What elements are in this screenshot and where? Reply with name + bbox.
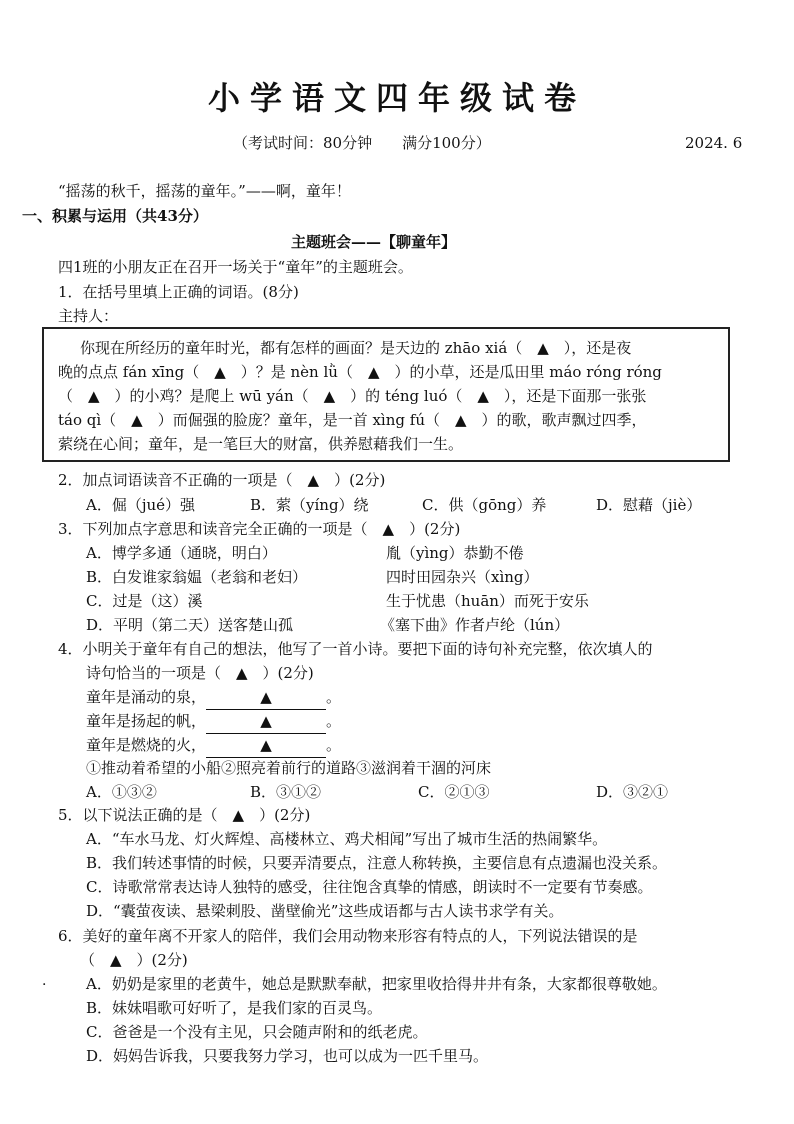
q5-option-c: C．诗歌常常表达诗人独特的感受，往往饱含真挚的情感，朗读时不一定要有节奏感。 xyxy=(86,878,653,896)
q4-stem-cont: 诗句恰当的一项是（ ▲ ）(2分) xyxy=(86,664,314,682)
q3-option-b-right: 四时田园杂兴（xìng） xyxy=(386,568,539,586)
q2-option-b: B．萦（yíng）绕 xyxy=(250,496,369,514)
period: 。 xyxy=(326,688,342,706)
passage-line: táo qì（ ▲ ）而倔强的脸庞？童年，是一首 xìng fú（ ▲ ）的歌，歌声飘过四季， xyxy=(58,411,647,429)
q3-option-c-right: 生于忧患（huān）而死于安乐 xyxy=(386,592,589,610)
q1-stem: 1．在括号里填上正确的词语。(8分) xyxy=(58,283,299,301)
q4-option-b: B．③①② xyxy=(250,783,322,801)
q5-option-d: D．“囊萤夜读、悬梁刺股、凿壁偷光”这些成语都与古人读书求学有关。 xyxy=(86,902,564,920)
q3-option-d-right: 《塞下曲》作者卢纶（lún） xyxy=(380,616,570,634)
poem-text: 童年是扬起的帆， xyxy=(86,712,207,730)
q2-option-a: A．倔（jué）强 xyxy=(86,496,196,514)
q6-option-b: B．妹妹唱歌可好听了，是我们家的百灵鸟。 xyxy=(86,999,383,1017)
exam-info: （考试时间：80分钟 满分100分） xyxy=(233,134,491,152)
q4-option-a: A．①③② xyxy=(86,783,157,801)
q6-option-a: A．奶奶是家里的老黄牛，她总是默默奉献，把家里收拾得井井有条，大家都很尊敬她。 xyxy=(86,975,667,993)
q3-stem: 3．下列加点字意思和读音完全正确的一项是（ ▲ ）(2分) xyxy=(58,520,461,538)
q3-option-d-left: D．平明（第二天）送客楚山孤 xyxy=(86,616,294,634)
q4-poem-line xyxy=(86,734,341,758)
q4-choices: ①推动着希望的小船②照亮着前行的道路③滋润着干涸的河床 xyxy=(86,759,492,777)
passage-line: 你现在所经历的童年时光，都有怎样的画面？是天边的 zhāo xiá（ ▲ ），还是夜 xyxy=(80,339,632,357)
period: 。 xyxy=(326,736,342,754)
q2-option-c: C．供（gōng）养 xyxy=(422,496,547,514)
q3-option-a-right: 胤（yìng）恭勤不倦 xyxy=(386,544,524,562)
q3-option-a-left: A．博学多通（通晓，明白） xyxy=(86,544,277,562)
q3-option-c-left: C．过是（这）溪 xyxy=(86,592,203,610)
answer-blank[interactable]: ▲ xyxy=(206,734,326,758)
q2-stem: 2．加点词语读音不正确的一项是（ ▲ ）(2分) xyxy=(58,471,386,489)
q4-poem-line xyxy=(86,686,341,710)
q2-option-d: D．慰藉（jiè） xyxy=(596,496,702,514)
q4-option-d: D．③②① xyxy=(596,783,669,801)
poem-text: 童年是涌动的泉， xyxy=(86,688,207,706)
answer-blank[interactable]: ▲ xyxy=(206,710,326,734)
page-title: 小学语文四年级试卷 xyxy=(207,79,586,117)
passage-line: 晚的点点 fán xīng（ ▲ ）？是 nèn lǜ（ ▲ ）的小草，还是瓜田里 máo róng róng xyxy=(58,363,662,381)
theme-heading: 主题班会——【聊童年】 xyxy=(291,233,457,251)
q6-stem-cont: （ ▲ ）(2分) xyxy=(80,951,188,969)
q4-poem-line xyxy=(86,710,341,734)
q4-option-c: C．②①③ xyxy=(418,783,490,801)
passage-line: （ ▲ ）的小鸡？是爬上 wū yán（ ▲ ）的 téng luó（ ▲ ），还是下面那一张张 xyxy=(58,387,647,405)
q4-stem: 4．小明关于童年有自己的想法，他写了一首小诗。要把下面的诗句补充完整，依次填人的 xyxy=(58,640,653,658)
q6-option-c: C．爸爸是一个没有主见，只会随声附和的纸老虎。 xyxy=(86,1023,428,1041)
intro-text: “摇荡的秋千，摇荡的童年。”——啊，童年！ xyxy=(58,182,351,200)
q5-option-b: B．我们转述事情的时候，只要弄清要点，注意人称转换，主要信息有点遗漏也没关系。 xyxy=(86,854,668,872)
q6-stem: 6．美好的童年离不开家人的陪伴，我们会用动物来形容有特点的人，下列说法错误的是 xyxy=(58,927,638,945)
q6-option-d: D．妈妈告诉我，只要我努力学习，也可以成为一匹千里马。 xyxy=(86,1047,489,1065)
q1-passage-box xyxy=(42,327,730,462)
exam-date: 2024. 6 xyxy=(685,134,743,152)
q5-option-a: A．“车水马龙、灯火辉煌、高楼林立、鸡犬相闻”写出了城市生活的热闹繁华。 xyxy=(86,830,608,848)
q5-stem: 5．以下说法正确的是（ ▲ ）(2分) xyxy=(58,806,311,824)
q3-option-b-left: B．白发谁家翁媪（老翁和老妇） xyxy=(86,568,308,586)
poem-text: 童年是燃烧的火， xyxy=(86,736,207,754)
section-heading: 一、积累与运用（共43分） xyxy=(22,207,208,225)
scan-speck: · xyxy=(42,977,47,993)
q1-host: 主持人： xyxy=(58,307,119,325)
period: 。 xyxy=(326,712,342,730)
scene-text: 四1班的小朋友正在召开一场关于“童年”的主题班会。 xyxy=(58,258,413,276)
answer-blank[interactable]: ▲ xyxy=(206,686,326,710)
passage-line: 萦绕在心间；童年，是一笔巨大的财富，供养慰藉我们一生。 xyxy=(58,435,464,453)
